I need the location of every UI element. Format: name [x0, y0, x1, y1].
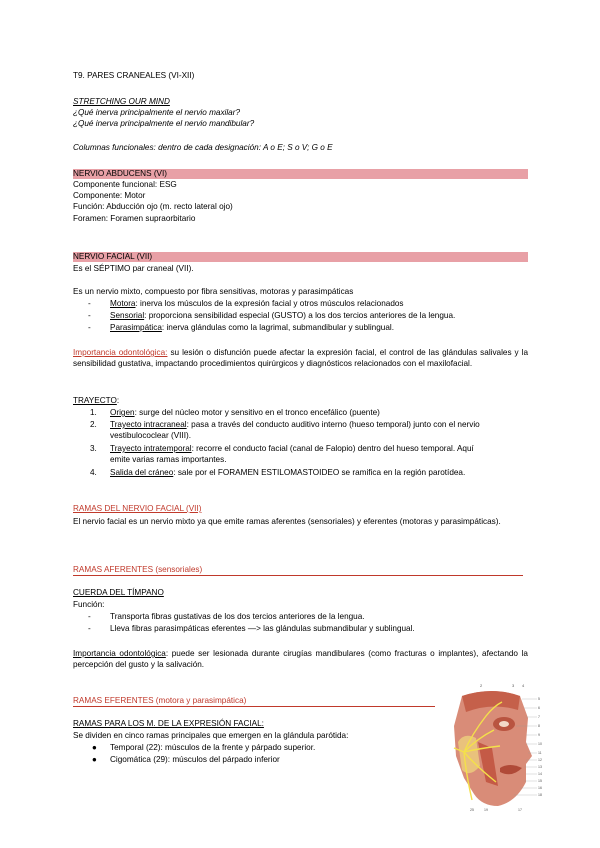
trayecto-step	[110, 468, 465, 478]
ramas-text: El nervio facial es un nervio mixto ya que emite ramas aferentes (sensoriales) y eferentes (motoras y parasimpáticas).	[73, 517, 501, 526]
figure-side-label: 9	[538, 733, 540, 737]
stretching-heading: STRETCHING OUR MIND	[73, 97, 170, 106]
eferentes-item-text: Cigomática (29): músculos del párpado inferior	[110, 755, 280, 764]
trayecto-step-number: 3.	[90, 444, 97, 453]
facial-item-text: : inerva glándulas como la lagrimal, submandibular y sublingual.	[161, 323, 394, 332]
eferentes-rule	[73, 706, 435, 707]
abducens-heading: NERVIO ABDUCENS (VI)	[73, 169, 168, 178]
importancia-label: Importancia odontológica:	[73, 348, 168, 357]
eye	[499, 721, 509, 727]
trayecto-step-number: 4.	[90, 468, 97, 477]
facial-importancia	[73, 347, 528, 369]
figure-side-label: 7	[538, 715, 540, 719]
eferentes-subheading: RAMAS PARA LOS M. DE LA EXPRESIÓN FACIAL:	[73, 719, 264, 728]
aferentes-rule	[73, 575, 523, 576]
trayecto-step-text: : pasa a través del conducto auditivo interno (hueso temporal) junto con el nervio	[186, 420, 480, 429]
figure-bottom-label: 25	[470, 808, 474, 812]
trayecto-step-cont: vestibulococlear (VIII).	[110, 431, 191, 440]
page-title: T9. PARES CRANEALES (VI-XII)	[73, 71, 195, 80]
columnas-funcionales: Columnas funcionales: dentro de cada designación: A o E; S o V; G o E	[73, 143, 333, 152]
facial-item-text: : inerva los músculos de la expresión facial y otros músculos relacionados	[135, 299, 404, 308]
aferentes-importancia	[73, 648, 528, 670]
trayecto-step-number: 2.	[90, 420, 97, 429]
figure-bottom-label: 17	[518, 808, 522, 812]
trayecto-step	[110, 408, 380, 418]
abducens-line: Componente: Motor	[73, 191, 146, 200]
figure-top-label: 2	[480, 683, 483, 688]
figure-bottom-label: 19	[484, 808, 488, 812]
facial-item-label: Motora	[110, 299, 136, 308]
figure-side-label: 5	[538, 697, 540, 701]
stretching-question-2: ¿Qué inerva principalmente el nervio mandibular?	[73, 119, 255, 128]
trayecto-step-label: Origen	[110, 408, 135, 417]
facial-heading: NERVIO FACIAL (VII)	[73, 252, 153, 261]
figure-side-label: 13	[538, 765, 542, 769]
trayecto-step-cont: emite varias ramas importantes.	[110, 455, 227, 464]
trayecto-step	[110, 420, 480, 430]
facial-mixto: Es un nervio mixto, compuesto por fibra sensitivas, motoras y parasimpáticas	[73, 287, 354, 296]
trayecto-heading	[73, 396, 119, 406]
aferentes-heading: RAMAS AFERENTES (sensoriales)	[73, 565, 203, 574]
trayecto-heading-colon: :	[116, 396, 120, 405]
abducens-line: Foramen: Foramen supraorbitario	[73, 214, 196, 223]
figure-side-label: 6	[538, 706, 540, 710]
aferentes-item-text: Lleva fibras parasimpáticas eferentes —> las glándulas submandibular y sublingual.	[110, 624, 415, 633]
facial-item-label: Sensorial	[110, 311, 145, 320]
facial-nerve-illustration	[442, 682, 546, 812]
trayecto-heading-label: TRAYECTO	[73, 396, 117, 405]
trayecto-step-text: : sale por el FORAMEN ESTILOMASTOIDEO se ramifica en la región parotídea.	[173, 468, 466, 477]
figure-side-label: 11	[538, 751, 542, 755]
trayecto-step-number: 1.	[90, 408, 97, 417]
figure-side-label: 10	[538, 742, 542, 746]
figure-side-label: 12	[538, 758, 542, 762]
facial-item-label: Parasimpática	[110, 323, 162, 332]
ramas-heading: RAMAS DEL NERVIO FACIAL (VII)	[73, 504, 202, 513]
eferentes-intro: Se dividen en cinco ramas principales que emergen en la glándula parótida:	[73, 731, 349, 740]
funcion-label: Función:	[73, 600, 105, 609]
importancia-text: su lesión o disfunción puede afectar la expresión facial, el control de las glándulas salivales y la sensibilidad gustativa, impactando procedimientos quirúrgicos y diagnósticos relacionados con el maxilofacial.	[73, 348, 528, 368]
trayecto-step-label: Trayecto intratemporal	[110, 444, 192, 453]
figure-side-label: 14	[538, 772, 542, 776]
figure-side-label: 15	[538, 779, 542, 783]
eferentes-heading: RAMAS EFERENTES (motora y parasimpática)	[73, 696, 247, 705]
eferentes-item-text: Temporal (22): músculos de la frente y párpado superior.	[110, 743, 316, 752]
figure-top-label: 4	[522, 683, 525, 688]
trayecto-step-label: Trayecto intracraneal	[110, 420, 187, 429]
stretching-question-1: ¿Qué inerva principalmente el nervio maxilar?	[73, 108, 241, 117]
abducens-line: Componente funcional: ESG	[73, 180, 177, 189]
figure-side-label: 16	[538, 786, 542, 790]
cuerda-heading: CUERDA DEL TÍMPANO	[73, 588, 164, 597]
importancia-text: : puede ser lesionada durante cirugías mandibulares (como fracturas o implantes), afectando la percepción del gusto y la salivación.	[73, 649, 528, 669]
importancia-label: Importancia odontológica	[73, 649, 166, 658]
figure-side-label: 18	[538, 793, 542, 797]
figure-side-label: 8	[538, 724, 540, 728]
facial-intro: Es el SÉPTIMO par craneal (VII).	[73, 264, 194, 273]
figure-top-label: 3	[512, 683, 515, 688]
trayecto-step	[110, 444, 474, 454]
trayecto-step-label: Salida del cráneo	[110, 468, 174, 477]
facial-item-text: : proporciona sensibilidad especial (GUSTO) a los dos tercios anteriores de la lengua.	[144, 311, 456, 320]
trayecto-step-text: : surge del núcleo motor y sensitivo en el tronco encefálico (puente)	[134, 408, 380, 417]
aferentes-item-text: Transporta fibras gustativas de los dos tercios anteriores de la lengua.	[110, 612, 365, 621]
trayecto-step-text: : recorre el conducto facial (canal de Falopio) dentro del hueso temporal. Aquí	[191, 444, 474, 453]
abducens-line: Función: Abducción ojo (m. recto lateral ojo)	[73, 202, 233, 211]
